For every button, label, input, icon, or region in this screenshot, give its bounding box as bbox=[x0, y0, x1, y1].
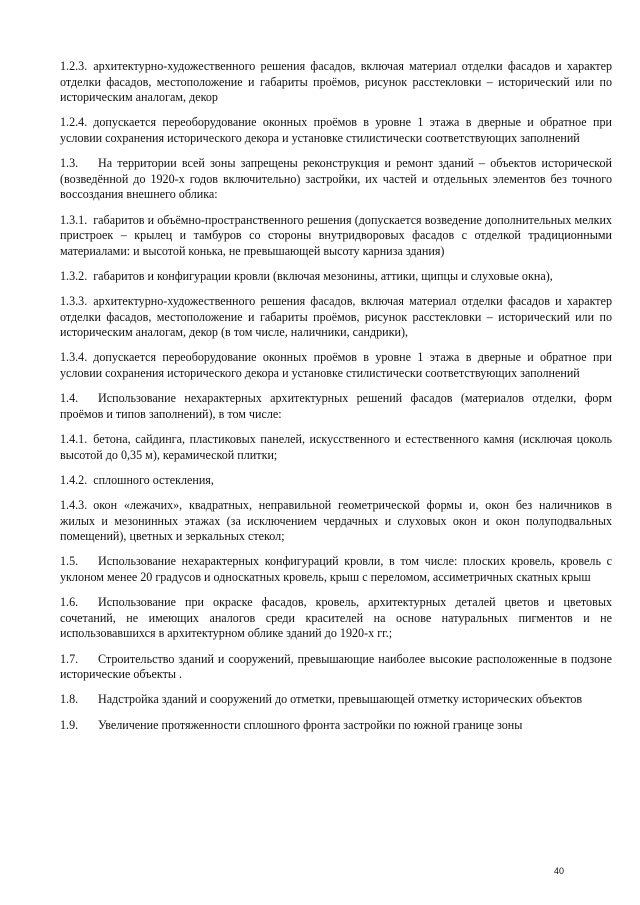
paragraph-number: 1.5. bbox=[60, 554, 79, 569]
paragraph-1-3 bbox=[60, 156, 612, 203]
paragraph-number: 1.3. bbox=[60, 156, 79, 171]
paragraph-text: окон «лежачих», квадратных, неправильной геометрической формы и, окон без наличников в жилых и мезонинных этажах (за исключением чердачных и слуховых окон и окон полуподвальных помещений), цветных и зеркальных стекол; bbox=[60, 498, 612, 544]
paragraph-text: габаритов и конфигурации кровли (включая мезонины, аттики, щипцы и слуховые окна), bbox=[93, 268, 553, 283]
page-number: 40 bbox=[553, 866, 564, 876]
paragraph-number: 1.4.2. bbox=[60, 472, 88, 487]
paragraph-text: Использование при окраске фасадов, кровель, архитектурных деталей цветов и цветовых сочетаний, не имеющих аналогов среди красителей на основе натуральных пигментов и не использовавшихся в архитектурном облике зданий до 1920-х гг.; bbox=[60, 595, 612, 641]
paragraph-number: 1.6. bbox=[60, 595, 79, 610]
paragraph-1-2-3 bbox=[60, 59, 612, 106]
paragraph-text: допускается переоборудование оконных проёмов в уровне 1 этажа в дверные и обратное при условии сохранения исторического декора и установке стилистически соответствующих заполнений bbox=[60, 350, 612, 381]
document-body bbox=[60, 59, 612, 743]
paragraph-number: 1.2.3. bbox=[60, 59, 88, 73]
paragraph-1-4-2 bbox=[60, 473, 612, 489]
paragraph-1-7 bbox=[60, 652, 612, 683]
paragraph-text: Использование нехарактерных архитектурных решений фасадов (материалов отделки, форм проёмов и типов заполнений), в том числе: bbox=[60, 391, 612, 421]
paragraph-text: Надстройка зданий и сооружений до отметки, превышающей отметку исторических объектов bbox=[98, 692, 583, 707]
paragraph-1-9 bbox=[60, 718, 612, 734]
paragraph-number: 1.4.1. bbox=[60, 432, 88, 447]
paragraph-1-2-4 bbox=[60, 115, 612, 146]
paragraph-text: Использование нехарактерных конфигураций кровли, в том числе: плоских кровель, кровель с уклоном менее 20 градусов и односкатных кровель, крыш с переломом, ассиметричных скатных крыш bbox=[60, 554, 612, 584]
paragraph-number: 1.4.3. bbox=[60, 498, 88, 512]
paragraph-number: 1.3.2. bbox=[60, 268, 88, 283]
paragraph-number: 1.7. bbox=[60, 651, 79, 666]
paragraph-1-6 bbox=[60, 595, 612, 642]
paragraph-number: 1.3.4. bbox=[60, 350, 88, 365]
paragraph-text: бетона, сайдинга, пластиковых панелей, искусственного и естественного камня (исключая цоколь высотой до 0,35 м), керамической плитки; bbox=[60, 432, 612, 462]
paragraph-number: 1.8. bbox=[60, 692, 79, 707]
paragraph-text: допускается переоборудование оконных проёмов в уровне 1 этажа в дверные и обратное при условии сохранения исторического декора и установке стилистически соответствующих заполнений bbox=[60, 115, 612, 145]
paragraph-text: архитектурно-художественного решения фасадов, включая материал отделки фасадов и характер отделки фасадов, местоположение и габариты проёмов, рисунок расстекловки – исторический или по историческим аналогам, декор (в том числе, наличники, сандрики), bbox=[60, 294, 612, 340]
paragraph-1-3-4 bbox=[60, 350, 612, 381]
paragraph-number: 1.9. bbox=[60, 717, 79, 732]
paragraph-1-5 bbox=[60, 554, 612, 585]
paragraph-1-4-1 bbox=[60, 432, 612, 463]
paragraph-1-3-3 bbox=[60, 294, 612, 341]
paragraph-1-4-3 bbox=[60, 498, 612, 545]
paragraph-text: Увеличение протяженности сплошного фронта застройки по южной границе зоны bbox=[98, 717, 523, 732]
paragraph-number: 1.2.4. bbox=[60, 115, 88, 130]
paragraph-1-3-2 bbox=[60, 269, 612, 285]
paragraph-text: габаритов и объёмно-пространственного решения (допускается возведение дополнительных мелких пристроек – крылец и тамбуров со стороны внутридворовых фасадов с отделкой традиционными материалами: и высотой конька, не превышающей высоту карниза здания) bbox=[60, 212, 612, 258]
paragraph-1-4 bbox=[60, 391, 612, 422]
paragraph-text: Строительство зданий и сооружений, превышающие наиболее высокие расположенные в подзоне исторические объекты . bbox=[60, 651, 612, 682]
paragraph-text: архитектурно-художественного решения фасадов, включая материал отделки фасадов и характер отделки фасадов, местоположение и габариты проёмов, рисунок расстекловки – исторический или по историческим аналогам, декор bbox=[60, 59, 612, 105]
paragraph-text: сплошного остекления, bbox=[93, 472, 214, 487]
paragraph-text: На территории всей зоны запрещены реконструкция и ремонт зданий – объектов исторической (возведённой до 1920-х годов включительно) застройки, их частей и отдельных элементов без точного воссоздания внешнего облика: bbox=[60, 156, 612, 202]
paragraph-1-8 bbox=[60, 692, 612, 708]
paragraph-number: 1.3.1. bbox=[60, 212, 88, 227]
paragraph-number: 1.3.3. bbox=[60, 294, 88, 309]
paragraph-1-3-1 bbox=[60, 213, 612, 260]
paragraph-number: 1.4. bbox=[60, 391, 79, 406]
